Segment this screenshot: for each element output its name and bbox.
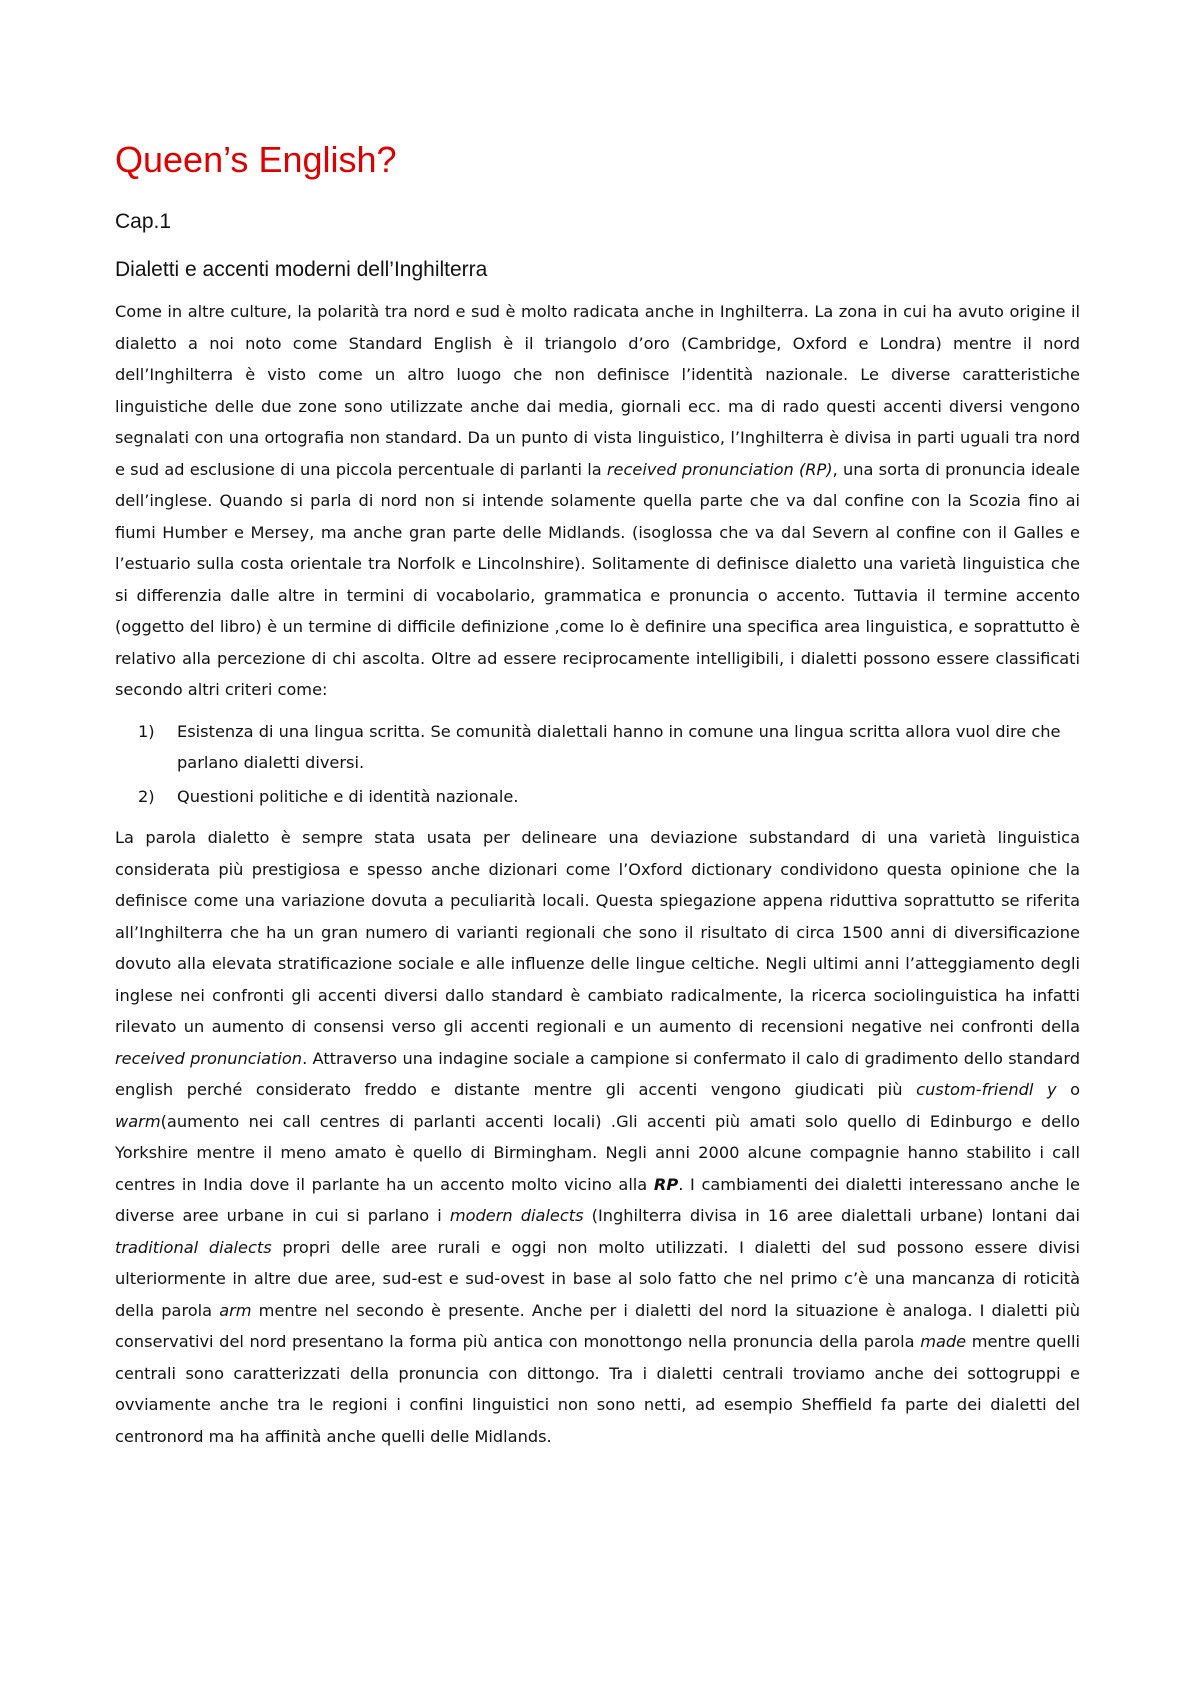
italic-term: modern dialects <box>449 1206 584 1225</box>
text-run: . I cambiamenti dei dialetti interessano anche le diverse aree urbane in cui si parlano i <box>115 1174 1080 1225</box>
text-run: La parola dialetto è sempre stata usata per delineare una deviazione substandard di una varietà linguistica considerata più prestigiosa e spesso anche dizionari come l’Oxford dictionary condividono questa opinione che la definisce come una variazione dovuta a peculiarità locali. Questa spiegazione appena riduttiva soprattutto se riferita all’Inghilterra che ha un gran numero di varianti regionali che sono il risultato di circa 1500 anni di diversificazione dovuto alla elevata stratificazione sociale e alle influenze delle lingue celtiche. Negli ultimi anni l’atteggiamento degli inglese nei confronti gli accenti diversi dallo standard è cambiato radicalmente, la ricerca sociolinguistica ha infatti rilevato un aumento di consensi verso gli accenti regionali e un aumento di recensioni negative nei confronti della <box>115 828 1080 1036</box>
italic-term: made <box>920 1332 967 1351</box>
criteria-list <box>115 716 1080 813</box>
italic-term: RP <box>653 1174 679 1194</box>
text-run: , una sorta di pronuncia ideale dell’inglese. Quando si parla di nord non si intende solamente quella parte che va dal confine con la Scozia fino ai fiumi Humber e Mersey, ma anche gran parte delle Midlands. (isoglossa che va dal Severn al confine con il Galles e l’estuario sulla costa orientale tra Norfolk e Lincolnshire). Solitamente di definisce dialetto una varietà linguistica che si differenzia dalle altre in termini di vocabolario, grammatica e pronuncia o accento. Tuttavia il termine accento (oggetto del libro) è un termine di difficile definizione ,come lo è definire una specifica area linguistica, e soprattutto è relativo alla percezione di chi ascolta. Oltre ad essere reciprocamente intelligibili, i dialetti possono essere classificati secondo altri criteri come: <box>115 459 1080 699</box>
chapter-heading: Cap.1 <box>115 210 172 233</box>
text-run: mentre quelli centrali sono caratterizzati della pronuncia con dittongo. Tra i dialetti centrali troviamo anche dei sottogruppi e ovviamente anche tra le regioni i confini linguistici non sono netti, ad esempio Sheffield fa parte dei dialetti del centronord ma ha affinità anche quelli delle Midlands. <box>115 1332 1080 1446</box>
list-item-text: Esistenza di una lingua scritta. Se comunità dialettali hanno in comune una lingua scritta allora vuol dire che parlano dialetti diversi. <box>177 721 1061 772</box>
section-heading: Dialetti e accenti moderni dell’Inghilterra <box>115 258 488 281</box>
text-run: mentre nel secondo è presente. Anche per i dialetti del nord la situazione è analoga. I dialetti più conservativi del nord presentano la forma più antica con monottongo nella pronuncia della parola <box>115 1300 1080 1351</box>
list-number: 2) <box>138 786 155 806</box>
italic-term: arm <box>219 1300 252 1320</box>
paragraph-intro <box>115 296 1080 706</box>
list-item-text: Questioni politiche e di identità nazionale. <box>177 786 519 806</box>
document-content <box>115 138 1080 1452</box>
italic-term: warm <box>115 1111 161 1131</box>
paragraph-dialect <box>115 822 1080 1452</box>
text-run: propri delle aree rurali e oggi non molto utilizzati. I dialetti del sud possono essere divisi ulteriormente in altre due aree, sud-est e sud-ovest in base al solo fatto che nel primo c’è una mancanza di roticità della parola <box>115 1237 1080 1320</box>
text-run: (aumento nei call centres di parlanti accenti locali) .Gli accenti più amati solo quello di Edinburgo e dello Yorkshire mentre il meno amato è quello di Birmingham. Negli anni 2000 alcune compagnie hanno stabilito i call centres in India dove il parlante ha un accento molto vicino alla <box>115 1111 1080 1194</box>
italic-term: received pronunciation (RP) <box>606 459 833 479</box>
text-run: Come in altre culture, la polarità tra nord e sud è molto radicata anche in Inghilterra. La zona in cui ha avuto origine il dialetto a noi noto come Standard English è il triangolo d’oro (Cambridge, Oxford e Londra) mentre il nord dell’Inghilterra è visto come un altro luogo che non definisce l’identità nazionale. Le diverse caratteristiche linguistiche delle due zone sono utilizzate anche dai media, giornali ecc. ma di rado questi accenti diversi vengono segnalati con una ortografia non standard. Da un punto di vista linguistico, l’Inghilterra è divisa in parti uguali tra nord e sud ad esclusione di una piccola percentuale di parlanti la <box>115 302 1080 479</box>
italic-term: traditional dialects <box>115 1237 272 1257</box>
list-item <box>115 781 1080 813</box>
italic-term: received pronunciation <box>115 1048 303 1068</box>
list-number: 1) <box>138 721 155 741</box>
document-title: Queen’s English? <box>115 139 397 180</box>
italic-term: custom-friendl y <box>916 1080 1057 1099</box>
text-run: (Inghilterra divisa in 16 aree dialettali urbane) lontani dai <box>583 1206 1080 1225</box>
list-item <box>115 716 1080 779</box>
text-run: o <box>1056 1080 1080 1099</box>
text-run: . Attraverso una indagine sociale a campione si confermato il calo di gradimento dello standard english perché considerato freddo e distante mentre gli accenti vengono giudicati più <box>115 1048 1080 1099</box>
